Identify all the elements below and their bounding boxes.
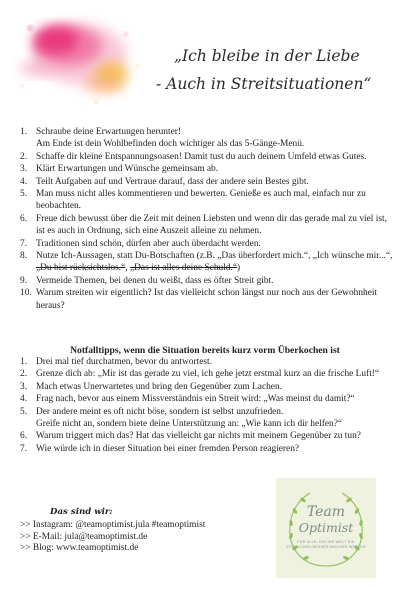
tips-list	[20, 126, 395, 312]
team-optimist-logo	[276, 478, 376, 578]
logo-optimist-text: Optimist	[298, 520, 354, 535]
instagram-link[interactable]: >> Instagram: @teamoptimist.jula #teamoptimist	[20, 520, 206, 531]
struck-phrase: „Du bist rücksichtslos.“	[36, 263, 126, 274]
list-item: 4. Frag nach, bevor aus einem Missverständnis ein Streit wird: „Was meinst du damit?“	[20, 394, 355, 405]
emergency-tips-list	[20, 356, 395, 455]
list-item: 7. Wie würde ich in dieser Situation bei einer fremden Person reagieren?	[20, 443, 300, 454]
contact-title: Das sind wir:	[50, 507, 113, 517]
tip-8-text: Nutze Ich-Aussagen, statt Du-Botschaften (z.B. „Das überfordert mich.“, „Ich wünsche mir...“,	[36, 251, 393, 262]
list-item: Am Ende ist dein Wohlbefinden doch wichtiger als das 5-Gänge-Menü.	[36, 139, 305, 150]
list-item: 7. Traditionen sind schön, dürfen aber auch überdacht werden.	[20, 238, 261, 249]
list-item: 3. Klärt Erwartungen und Wünsche gemeinsam ab.	[20, 164, 219, 175]
blog-link[interactable]: >> Blog: www.teamoptimist.de	[20, 543, 139, 554]
list-item: 6. Warum triggert mich das? Hat das vielleicht gar nichts mit meinem Gegenüber zu tun?	[20, 431, 361, 442]
list-item: 1. Drei mal tief durchatmen, bevor du antwortest.	[20, 357, 212, 367]
list-item: 2. Schaffe dir kleine Entspannungsoasen! Damit tust du auch deinem Umfeld etwas Gutes.	[20, 151, 367, 162]
page-title	[150, 42, 404, 98]
contact-block	[20, 507, 270, 555]
list-item: 6. Freue dich bewusst über die Zeit mit deinen Liebsten und wenn dir das gerade mal zu viel ist, ist es auch in Ordnung, sich eine Auszeit alleine zu nehmen.	[20, 213, 387, 237]
list-item: Greife nicht an, sondern biete deine Unterstützung an: „Wie kann ich dir helfen?“	[36, 419, 343, 430]
list-item: 1. Schraube deine Erwartungen herunter!	[20, 127, 181, 137]
list-item: 10. Warum streiten wir eigentlich? Ist das vielleicht schon längst nur noch aus der Gewohnheit heraus?	[20, 288, 378, 311]
list-item: 9. Vermeide Themen, bei denen du weißt, dass es öfter Streit gibt.	[20, 275, 274, 286]
list-item: 8. Nutze Ich-Aussagen, statt Du-Botschaften (z.B. „Das überfordert mich.“, „Ich wünsche mir...“, „Du bist rücksichtslos.“, „Das ist alles deine Schuld.“)	[20, 251, 393, 274]
list-item: 5. Der andere meint es oft nicht böse, sondern ist selbst unzufrieden.	[20, 406, 284, 417]
title-line-2: - Auch in Streitsituationen“	[156, 75, 372, 93]
list-item: 4. Teilt Aufgaben auf und Vertraue darauf, dass der andere sein Bestes gibt.	[20, 176, 309, 187]
list-item: 3. Mach etwas Unerwartetes und bring den Gegenüber zum Lachen.	[20, 381, 282, 392]
watercolor-splash-image	[8, 6, 158, 118]
list-item: 2. Grenze dich ab: „Mir ist das gerade zu viel, ich gehe jetzt erstmal kurz an die frische Luft!“	[20, 369, 380, 380]
list-item: 5. Man muss nicht alles kommentieren und bewerten. Genieße es auch mal, einfach nur zu beobachten.	[20, 189, 366, 212]
email-link[interactable]: >> E-Mail: jula@teamoptimist.de	[20, 531, 148, 542]
struck-phrase: „Das ist alles deine Schuld.“	[130, 263, 238, 274]
emergency-section-title: Notfalltipps, wenn die Situation bereits kurz vorm Überkochen ist	[70, 345, 340, 356]
title-line-1: „Ich bleibe in der Liebe	[174, 47, 360, 65]
logo-team-text: Team	[306, 504, 346, 520]
logo-tagline: FÜR ALLE, DIE DIE WELT EIN STÜCKCHEN BESSER MACHEN WOLLEN	[286, 540, 366, 549]
